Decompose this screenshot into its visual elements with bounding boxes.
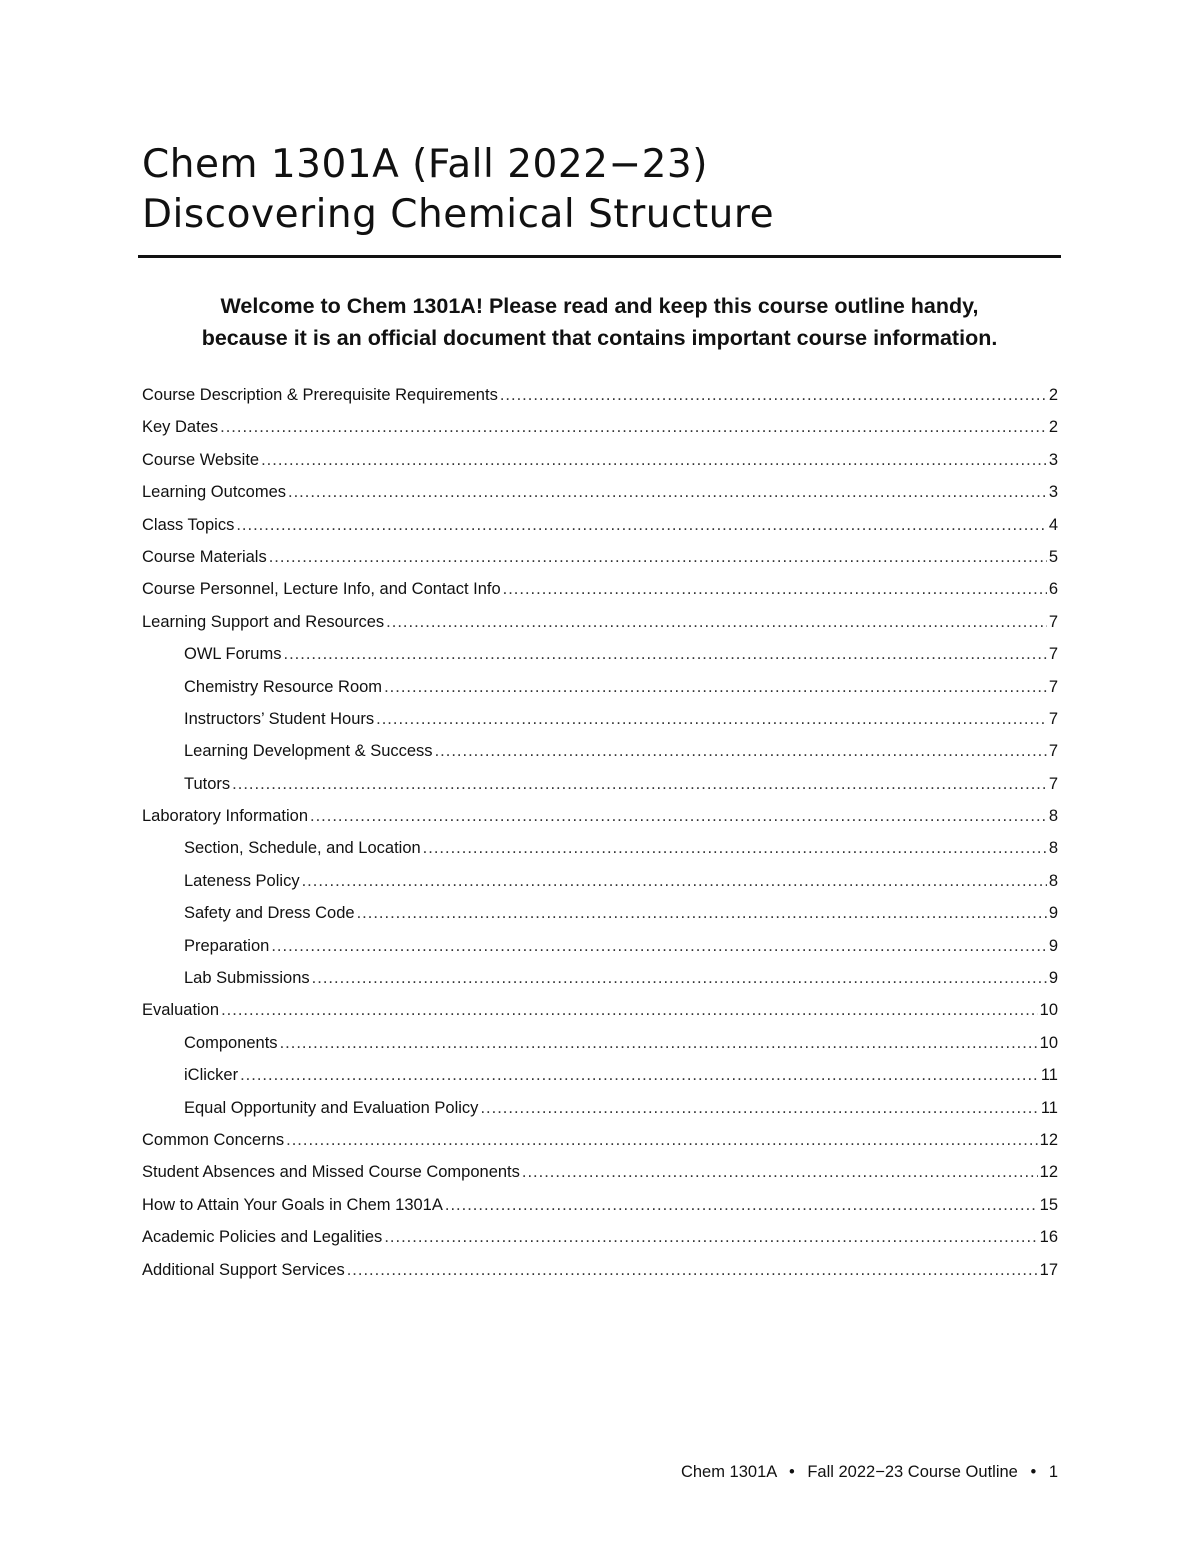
document-title	[142, 140, 1062, 240]
toc-entry-label: Common Concerns	[142, 1130, 285, 1149]
toc-entry-label: Equal Opportunity and Evaluation Policy	[184, 1098, 479, 1117]
toc-dot-leader	[283, 638, 1046, 670]
toc-entry[interactable]	[142, 1092, 1058, 1124]
toc-entry-page: 4	[1048, 515, 1058, 534]
toc-entry[interactable]	[142, 735, 1058, 767]
toc-entry-page: 17	[1039, 1260, 1058, 1279]
toc-entry-page: 2	[1048, 386, 1058, 404]
toc-entry-page: 10	[1039, 1001, 1058, 1020]
toc-entry-page: 8	[1048, 871, 1058, 890]
footer-separator: •	[1030, 1463, 1037, 1481]
toc-dot-leader	[384, 671, 1047, 703]
toc-entry-page: 9	[1048, 969, 1058, 988]
toc-entry[interactable]	[142, 994, 1058, 1026]
toc-entry-label: Preparation	[184, 936, 270, 955]
toc-entry-page: 10	[1039, 1033, 1058, 1052]
toc-entry[interactable]	[142, 444, 1058, 476]
toc-entry-label: Course Materials	[142, 547, 267, 566]
toc-entry-page: 7	[1048, 709, 1058, 728]
toc-entry[interactable]	[142, 476, 1058, 508]
toc-dot-leader	[445, 1189, 1038, 1221]
toc-dot-leader	[480, 1092, 1038, 1124]
toc-entry-label: Key Dates	[142, 418, 219, 437]
toc-entry-label: Additional Support Services	[142, 1260, 345, 1279]
toc-entry-page: 3	[1048, 483, 1058, 502]
toc-entry[interactable]	[142, 800, 1058, 832]
toc-entry[interactable]	[142, 411, 1058, 443]
toc-entry[interactable]	[142, 573, 1058, 605]
toc-entry-label: Laboratory Information	[142, 807, 309, 826]
toc-dot-leader	[357, 897, 1047, 929]
toc-entry-label: Class Topics	[142, 515, 235, 534]
toc-entry-label: Course Website	[142, 450, 260, 469]
toc-entry[interactable]	[142, 865, 1058, 897]
toc-entry-label: Learning Outcomes	[142, 483, 286, 502]
toc-entry-label: Chemistry Resource Room	[184, 677, 383, 696]
toc-entry-label: Evaluation	[142, 1001, 220, 1020]
footer-page-number: 1	[1048, 1463, 1058, 1481]
toc-entry-label: How to Attain Your Goals in Chem 1301A	[142, 1195, 443, 1214]
toc-entry-page: 12	[1039, 1163, 1058, 1182]
title-divider	[138, 255, 1061, 258]
toc-dot-leader	[220, 411, 1047, 443]
toc-entry[interactable]	[142, 1059, 1058, 1091]
title-subject-line: Discovering Chemical Structure	[142, 192, 775, 237]
toc-entry-label: Instructors’ Student Hours	[184, 709, 375, 728]
toc-entry-page: 5	[1048, 547, 1058, 566]
toc-entry-label: Safety and Dress Code	[184, 904, 355, 923]
toc-entry[interactable]	[142, 541, 1058, 573]
toc-dot-leader	[288, 476, 1047, 508]
toc-entry-label: Lab Submissions	[184, 969, 310, 988]
toc-dot-leader	[271, 930, 1047, 962]
toc-entry[interactable]	[142, 671, 1058, 703]
toc-entry-page: 3	[1048, 450, 1058, 469]
toc-entry-page: 7	[1048, 742, 1058, 761]
toc-dot-leader	[522, 1156, 1038, 1188]
toc-entry-page: 8	[1048, 839, 1058, 858]
toc-entry[interactable]	[142, 768, 1058, 800]
toc-entry-label: Academic Policies and Legalities	[142, 1228, 383, 1247]
toc-entry[interactable]	[142, 1124, 1058, 1156]
toc-entry[interactable]	[142, 1189, 1058, 1221]
toc-entry[interactable]	[142, 703, 1058, 735]
toc-entry[interactable]	[142, 832, 1058, 864]
toc-dot-leader	[269, 541, 1047, 573]
title-course-line: Chem 1301A (Fall 2022−23)	[142, 142, 708, 187]
toc-entry-page: 7	[1048, 645, 1058, 664]
toc-entry[interactable]	[142, 1027, 1058, 1059]
toc-entry-label: Components	[184, 1033, 278, 1052]
toc-entry-page: 11	[1040, 1066, 1058, 1085]
footer-outline: Fall 2022−23 Course Outline	[807, 1463, 1018, 1481]
welcome-line-1: Welcome to Chem 1301A! Please read and keep this course outline handy,	[220, 294, 979, 318]
toc-entry-label: Course Description & Prerequisite Requirements	[142, 386, 498, 404]
toc-entry-page: 9	[1048, 936, 1058, 955]
toc-entry-page: 12	[1039, 1130, 1058, 1149]
toc-dot-leader	[221, 994, 1038, 1026]
toc-entry[interactable]	[142, 1156, 1058, 1188]
toc-dot-leader	[423, 832, 1047, 864]
toc-dot-leader	[302, 865, 1047, 897]
toc-entry-label: OWL Forums	[184, 645, 282, 664]
toc-entry-page: 7	[1048, 774, 1058, 793]
welcome-line-2: because it is an official document that contains important course information.	[201, 326, 998, 350]
toc-entry-label: iClicker	[184, 1066, 239, 1085]
toc-entry[interactable]	[142, 962, 1058, 994]
toc-dot-leader	[232, 768, 1047, 800]
toc-entry[interactable]	[142, 930, 1058, 962]
toc-dot-leader	[376, 703, 1047, 735]
footer-separator: •	[788, 1463, 795, 1481]
toc-entry-label: Lateness Policy	[184, 871, 300, 890]
toc-entry-label: Course Personnel, Lecture Info, and Contact Info	[142, 580, 501, 599]
toc-entry-page: 7	[1048, 677, 1058, 696]
toc-entry-page: 8	[1048, 807, 1058, 826]
toc-entry-page: 11	[1040, 1098, 1058, 1117]
toc-entry-label: Learning Support and Resources	[142, 612, 385, 631]
toc-dot-leader	[240, 1059, 1039, 1091]
toc-entry-label: Learning Development & Success	[184, 742, 433, 761]
toc-entry-page: 9	[1048, 904, 1058, 923]
toc-entry-label: Student Absences and Missed Course Components	[142, 1163, 520, 1182]
toc-entry-label: Tutors	[184, 774, 231, 793]
toc-dot-leader	[386, 606, 1047, 638]
toc-dot-leader	[236, 509, 1046, 541]
toc-entry[interactable]	[142, 1221, 1058, 1253]
toc-entry-label: Section, Schedule, and Location	[184, 839, 421, 858]
toc-entry[interactable]	[142, 1254, 1058, 1286]
toc-entry[interactable]	[142, 379, 1058, 411]
table-of-contents	[142, 379, 1058, 1286]
toc-entry-page: 16	[1039, 1228, 1058, 1247]
toc-entry[interactable]	[142, 606, 1058, 638]
toc-dot-leader	[347, 1254, 1038, 1286]
toc-dot-leader	[261, 444, 1047, 476]
toc-entry[interactable]	[142, 509, 1058, 541]
page-footer	[681, 1460, 1058, 1484]
toc-entry-page: 6	[1048, 580, 1058, 599]
toc-dot-leader	[310, 800, 1047, 832]
toc-dot-leader	[286, 1124, 1038, 1156]
toc-dot-leader	[312, 962, 1047, 994]
toc-dot-leader	[384, 1221, 1037, 1253]
toc-dot-leader	[500, 379, 1047, 411]
toc-dot-leader	[435, 735, 1047, 767]
toc-entry-page: 7	[1048, 612, 1058, 631]
welcome-message	[138, 290, 1061, 354]
toc-entry[interactable]	[142, 638, 1058, 670]
footer-course: Chem 1301A	[680, 1463, 777, 1481]
toc-dot-leader	[280, 1027, 1038, 1059]
toc-entry-page: 2	[1048, 418, 1058, 437]
toc-entry-page: 15	[1039, 1195, 1058, 1214]
toc-dot-leader	[503, 573, 1047, 605]
toc-entry[interactable]	[142, 897, 1058, 929]
